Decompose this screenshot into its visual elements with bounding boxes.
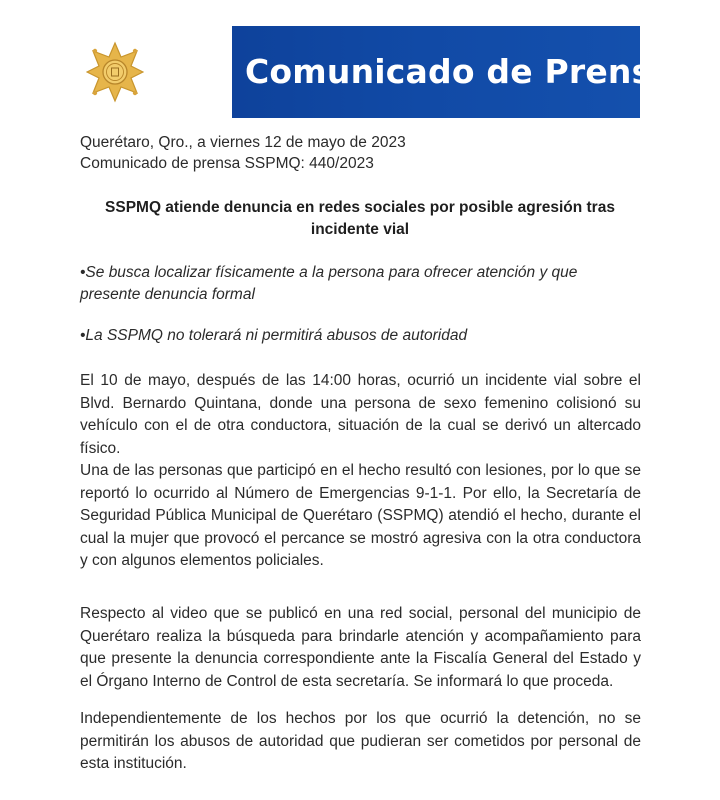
- release-meta: [80, 132, 406, 174]
- paragraph-text: Una de las personas que participó en el hecho resultó con lesiones, por lo que se reportó lo ocurrido al Número de Emergencias 9-1-1. Por ello, la Secretaría de Seguridad Pública Municipal de Querétaro (SSPMQ) atendió el hecho, durante el cual la mujer que provocó el percance se mostró agresiva con la otra conductora y con algunos elementos policiales.: [80, 462, 641, 570]
- paragraph-text: Independientemente de los hechos por los que ocurrió la detención, no se permitirán los abusos de autoridad que pudieran ser cometidos por personal de esta institución.: [80, 710, 641, 773]
- press-release-banner: [80, 26, 674, 118]
- banner-logo-area: [80, 26, 232, 118]
- police-star-badge-icon: [86, 41, 144, 103]
- body-paragraph: [80, 603, 641, 693]
- paragraph-text: Respecto al video que se publicó en una red social, personal del municipio de Querétaro realiza la búsqueda para brindarle atención y acompañamiento para que presente la denuncia correspondiente ante la Fiscalía General del Estado y el Órgano Interno de Control de esta secretaría. Se informará lo que proceda.: [80, 605, 641, 690]
- bullet-point: •Se busca localizar físicamente a la persona para ofrecer atención y que presente denuncia formal: [80, 264, 578, 303]
- banner-title: Comunicado de Prensa: [245, 52, 674, 91]
- paragraph-text: El 10 de mayo, después de las 14:00 horas, ocurrió un incidente vial sobre el Blvd. Bernardo Quintana, donde una persona de sexo femenino colisionó su vehículo con el de otra conductora, situación de la cual se derivó un altercado físico.: [80, 372, 641, 457]
- body-paragraph: [80, 460, 641, 573]
- bullet-point: •La SSPMQ no tolerará ni permitirá abusos de autoridad: [80, 327, 468, 344]
- headline: SSPMQ atiende denuncia en redes sociales por posible agresión tras incidente vial: [105, 199, 615, 238]
- location-date: Querétaro, Qro., a viernes 12 de mayo de 2023: [80, 134, 406, 151]
- body-paragraph: [80, 708, 641, 776]
- release-number: Comunicado de prensa SSPMQ: 440/2023: [80, 155, 374, 172]
- body-paragraph: [80, 370, 641, 460]
